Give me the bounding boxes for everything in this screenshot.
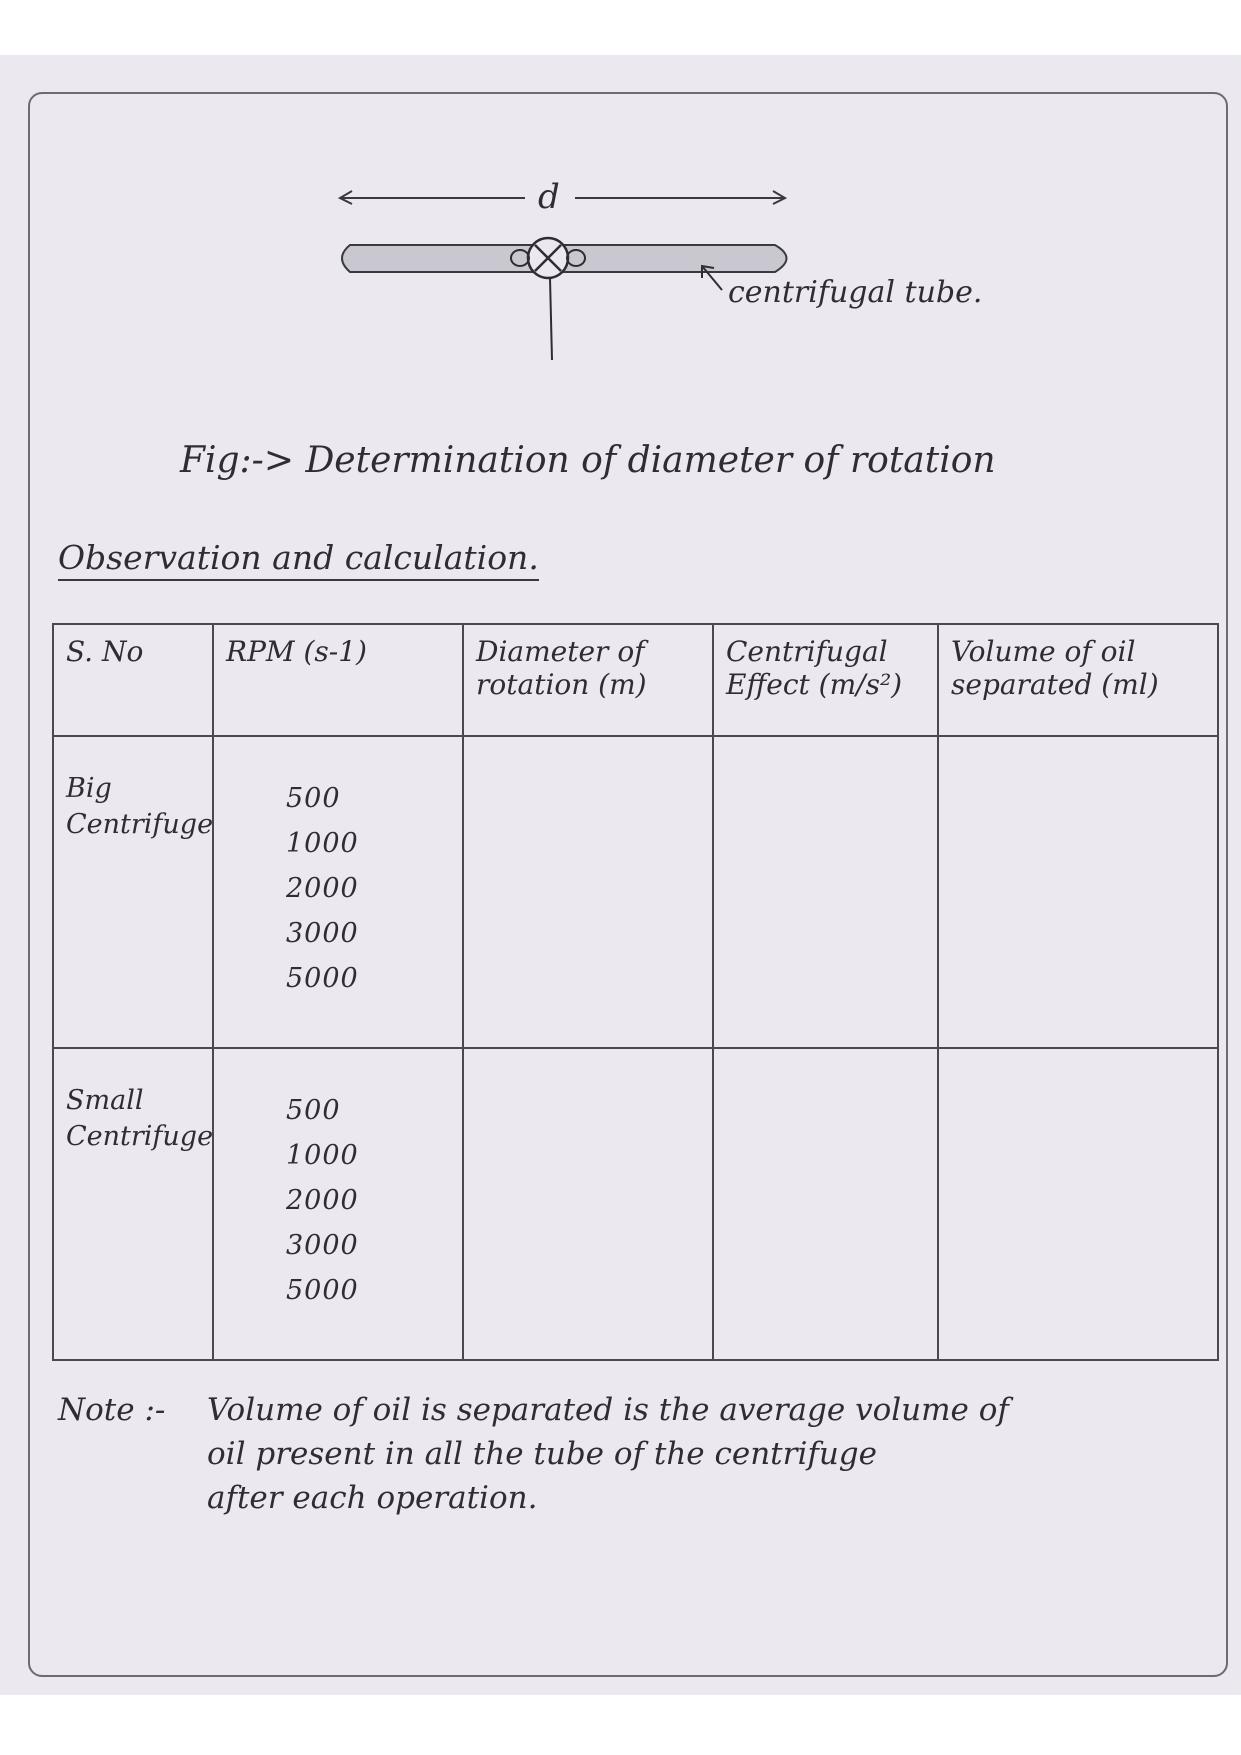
note-label: Note :-: [58, 1392, 166, 1428]
oil-volume-cell: [938, 1048, 1218, 1360]
table-header-row: [53, 624, 1218, 736]
col-header-oil-volume: Volume of oil separated (ml): [938, 624, 1218, 736]
observation-table: [52, 623, 1219, 1361]
centrifugal-effect-cell: [713, 736, 938, 1048]
rpm-value: 1000: [286, 1140, 359, 1171]
centrifuge-diagram: [330, 170, 1130, 400]
rpm-value: 5000: [286, 1275, 359, 1306]
rpm-value: 2000: [286, 1185, 359, 1216]
note-line: oil present in all the tube of the centrifuge: [207, 1436, 877, 1472]
table-row: [53, 1048, 1218, 1360]
oil-volume-cell: [938, 736, 1218, 1048]
centrifugal-effect-cell: [713, 1048, 938, 1360]
diameter-cell: [463, 1048, 713, 1360]
rpm-value: 3000: [286, 918, 359, 949]
col-header-sno: S. No: [53, 624, 213, 736]
rpm-value: 500: [286, 1095, 341, 1126]
table-row: [53, 736, 1218, 1048]
section-heading: Observation and calculation.: [58, 538, 539, 581]
note-line: after each operation.: [207, 1480, 538, 1516]
col-header-centrifugal-effect: Centrifugal Effect (m/s²): [713, 624, 938, 736]
col-header-rpm: RPM (s-1): [213, 624, 463, 736]
diameter-cell: [463, 736, 713, 1048]
rpm-list: [226, 1059, 450, 1320]
rpm-list: [226, 747, 450, 1008]
rpm-value: 2000: [286, 873, 359, 904]
note-line: Volume of oil is separated is the average volume of: [207, 1392, 1009, 1428]
rpm-cell: [213, 736, 463, 1048]
figure-caption: Fig:-> Determination of diameter of rotation: [180, 440, 996, 481]
distance-label: d: [538, 177, 560, 217]
rpm-value: 3000: [286, 1230, 359, 1261]
col-header-diameter: Diameter of rotation (m): [463, 624, 713, 736]
group-label-cell: [53, 1048, 213, 1360]
rpm-value: 500: [286, 783, 341, 814]
group-label: Small Centrifuge: [66, 1085, 214, 1152]
group-label: Big Centrifuge: [66, 773, 214, 840]
rpm-value: 5000: [286, 963, 359, 994]
rotor-shaft: [550, 278, 552, 360]
group-label-cell: [53, 736, 213, 1048]
rpm-cell: [213, 1048, 463, 1360]
tube-label: centrifugal tube.: [728, 275, 983, 310]
rpm-value: 1000: [286, 828, 359, 859]
